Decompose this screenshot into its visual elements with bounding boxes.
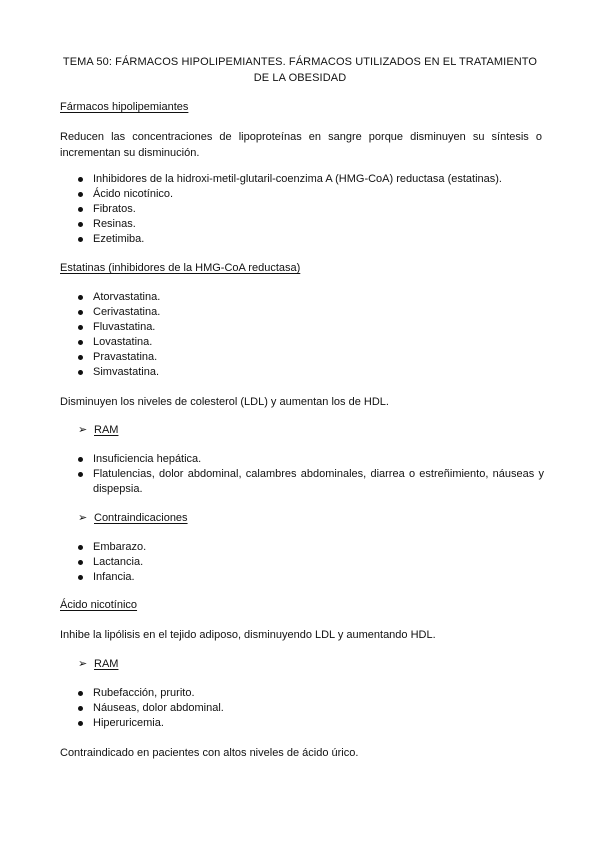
bullet-dot-icon — [78, 237, 83, 242]
list-item: Hiperuricemia. — [60, 716, 542, 731]
list-item: Ezetimiba. — [60, 232, 542, 247]
bullet-dot-icon — [78, 355, 83, 360]
drug-class-list — [60, 172, 542, 247]
bullet-dot-icon — [78, 192, 83, 197]
statin-list — [60, 290, 542, 380]
section-intro-hipolipemiantes: Reducen las concentraciones de lipoproteínas en sangre porque disminuyen su síntesis o incrementan su disminución. — [60, 131, 542, 159]
list-item: Lactancia. — [60, 555, 542, 570]
ram-subheading: ➢ RAM — [78, 657, 119, 670]
list-item: Insuficiencia hepática. — [60, 452, 544, 467]
section-intro-acido-nicotinico: Inhibe la lipólisis en el tejido adiposo, disminuyendo LDL y aumentando HDL. — [60, 629, 436, 641]
statin-effect-text: Disminuyen los niveles de colesterol (LDL) y aumentan los de HDL. — [60, 396, 389, 408]
bullet-dot-icon — [78, 310, 83, 315]
list-item: Fibratos. — [60, 202, 542, 217]
list-item: Atorvastatina. — [60, 290, 542, 305]
list-item: Inhibidores de la hidroxi-metil-glutaril-coenzima A (HMG-CoA) reductasa (estatinas). — [60, 172, 542, 187]
arrow-bullet-icon: ➢ — [78, 423, 88, 436]
bullet-dot-icon — [78, 560, 83, 565]
page-title: TEMA 50: FÁRMACOS HIPOLIPEMIANTES. FÁRMACOS UTILIZADOS EN EL TRATAMIENTO DE LA OBESIDAD — [62, 56, 538, 84]
bullet-dot-icon — [78, 545, 83, 550]
arrow-bullet-icon: ➢ — [78, 657, 88, 670]
list-item: Rubefacción, prurito. — [60, 686, 542, 701]
section-heading-estatinas: Estatinas (inhibidores de la HMG-CoA reductasa) — [60, 262, 301, 274]
bullet-dot-icon — [78, 706, 83, 711]
list-item: Cerivastatina. — [60, 305, 542, 320]
ram-subheading: ➢ RAM — [78, 423, 119, 436]
list-item: Embarazo. — [60, 540, 542, 555]
list-item: Pravastatina. — [60, 350, 542, 365]
nicotinic-ram-list — [60, 686, 542, 731]
bullet-dot-icon — [78, 222, 83, 227]
list-item: Resinas. — [60, 217, 542, 232]
section-heading-acido-nicotinico: Ácido nicotínico — [60, 599, 138, 611]
list-item: Infancia. — [60, 570, 542, 585]
bullet-dot-icon — [78, 325, 83, 330]
bullet-dot-icon — [78, 691, 83, 696]
statin-ram-list — [60, 452, 544, 497]
bullet-dot-icon — [78, 340, 83, 345]
list-item: Lovastatina. — [60, 335, 542, 350]
list-item: Fluvastatina. — [60, 320, 542, 335]
bullet-dot-icon — [78, 575, 83, 580]
bullet-dot-icon — [78, 721, 83, 726]
list-item: Flatulencias, dolor abdominal, calambres abdominales, diarrea o estreñimiento, náuseas y dispepsia. — [60, 467, 544, 497]
list-item: Náuseas, dolor abdominal. — [60, 701, 542, 716]
arrow-bullet-icon: ➢ — [78, 511, 88, 524]
contraindications-subheading: ➢ Contraindicaciones — [78, 511, 188, 524]
list-item: Simvastatina. — [60, 365, 542, 380]
bullet-dot-icon — [78, 207, 83, 212]
bullet-dot-icon — [78, 295, 83, 300]
bullet-dot-icon — [78, 472, 83, 477]
bullet-dot-icon — [78, 177, 83, 182]
bullet-dot-icon — [78, 370, 83, 375]
list-item: Ácido nicotínico. — [60, 187, 542, 202]
section-heading-hipolipemiantes: Fármacos hipolipemiantes — [60, 101, 189, 113]
bullet-dot-icon — [78, 457, 83, 462]
nicotinic-contra-text: Contraindicado en pacientes con altos niveles de ácido úrico. — [60, 747, 359, 759]
statin-contra-list — [60, 540, 542, 585]
